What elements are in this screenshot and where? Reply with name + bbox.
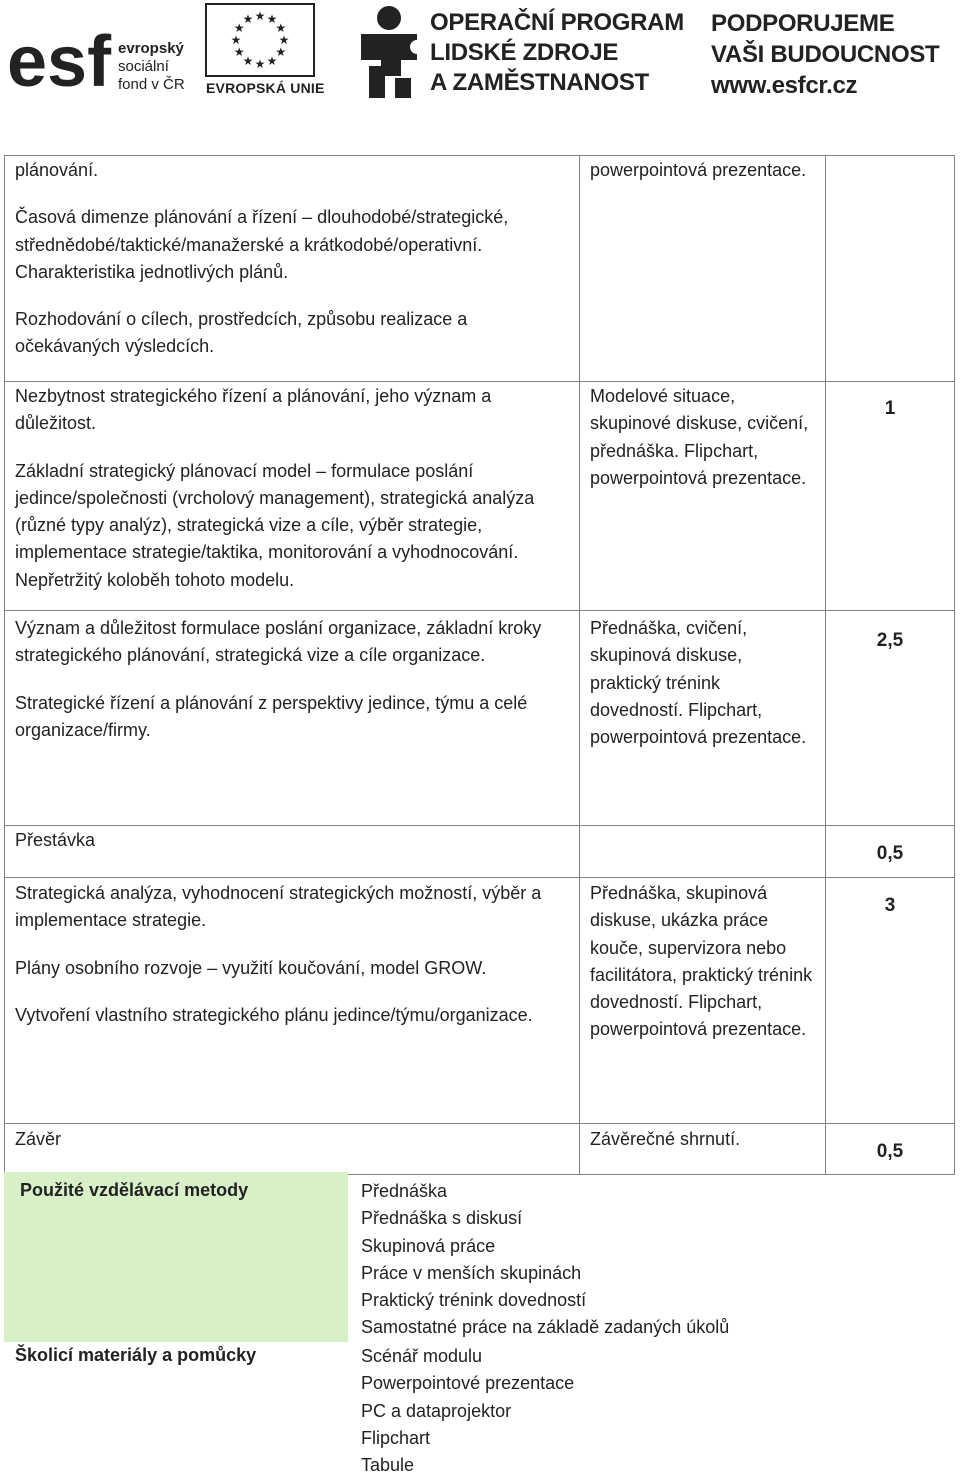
table-border-top xyxy=(4,155,955,156)
row-0-methods: powerpointová prezentace. xyxy=(590,160,807,180)
table-border-right xyxy=(954,155,955,1175)
row-4-para-2: Vytvoření vlastního strategického plánu jedince/týmu/organizace. xyxy=(15,1004,533,1025)
row-5-content: Závěr xyxy=(15,1129,62,1149)
row-4-para-0: Strategická analýza, vyhodnocení strategických možností, výběr a implementace strategie. xyxy=(15,883,542,931)
row-0-para-0: plánování. xyxy=(15,160,99,180)
support-url: www.esfcr.cz xyxy=(711,72,858,99)
row-2-content xyxy=(15,615,571,744)
methods-label: Použité vzdělávací metody xyxy=(20,1180,249,1200)
list-item: Tabule xyxy=(361,1455,415,1476)
row-1-hours: 1 xyxy=(884,398,896,419)
row-2-methods: Přednáška, cvičení, skupinová diskuse, praktický trénink dovedností. Flipchart, powerpointová prezentace. xyxy=(590,618,807,748)
eu-star-icon: ★ xyxy=(278,33,290,47)
eu-star-icon: ★ xyxy=(254,9,266,23)
support-line-2: VAŠI BUDOUCNOST xyxy=(711,41,940,68)
row-4-content xyxy=(15,880,571,1029)
list-item: Praktický trénink dovedností xyxy=(361,1290,587,1311)
row-divider xyxy=(4,877,955,878)
row-2-para-1: Strategické řízení a plánování z perspektivy jedince, týmu a celé organizace/firmy. xyxy=(15,692,528,740)
table-border-left xyxy=(4,155,5,1175)
list-item: Skupinová práce xyxy=(361,1235,496,1256)
eu-star-icon: ★ xyxy=(230,33,242,47)
esf-logo xyxy=(7,6,112,102)
list-item: PC a dataprojektor xyxy=(361,1400,512,1421)
list-item: Práce v menších skupinách xyxy=(361,1262,582,1283)
eu-star-icon: ★ xyxy=(266,53,278,68)
eu-star-icon: ★ xyxy=(275,21,287,35)
esf-name xyxy=(118,40,185,94)
row-2-para-0: Význam a důležitost formulace poslání organizace, základní kroky strategického plánování, strategická vize a cíle organizace. xyxy=(15,618,542,666)
header-logos xyxy=(0,0,960,104)
eu-label: EVROPSKÁ UNIE xyxy=(206,80,325,96)
program-line-1: OPERAČNÍ PROGRAM xyxy=(430,9,684,36)
methods-list xyxy=(361,1178,921,1342)
row-0-para-2: Rozhodování o cílech, prostředcích, způsobu realizace a očekávaných výsledcích. xyxy=(15,309,468,357)
row-1-content xyxy=(15,383,571,594)
list-item: Přednáška xyxy=(361,1181,448,1201)
esf-logo-text: esf xyxy=(7,22,112,102)
materials-label: Školicí materiály a pomůcky xyxy=(15,1345,257,1365)
column-divider xyxy=(579,155,580,1175)
esf-line-1: evropský xyxy=(118,40,184,57)
program-line-2: LIDSKÉ ZDROJE xyxy=(430,39,619,66)
eu-star-icon: ★ xyxy=(266,12,278,27)
row-4-methods: Přednáška, skupinová diskuse, ukázka práce kouče, supervizora nebo facilitátora, praktický trénink dovedností. Flipchart, powerpointová prezentace. xyxy=(590,883,813,1040)
eu-flag-icon xyxy=(205,3,315,77)
row-4-para-1: Plány osobního rozvoje – využití koučování, model GROW. xyxy=(15,957,487,978)
support-slogan xyxy=(711,8,939,101)
eu-star-icon: ★ xyxy=(275,45,287,59)
row-divider xyxy=(4,1123,955,1124)
row-1-methods: Modelové situace, skupinové diskuse, cvičení, přednáška. Flipchart, powerpointová prezentace. xyxy=(590,386,809,488)
row-5-methods: Závěrečné shrnutí. xyxy=(590,1129,741,1149)
program-name xyxy=(430,8,684,98)
list-item: Scénář modulu xyxy=(361,1346,483,1366)
row-1-para-0: Nezbytnost strategického řízení a plánování, jeho význam a důležitost. xyxy=(15,386,492,434)
list-item: Samostatné práce na základě zadaných úkolů xyxy=(361,1317,730,1338)
row-divider xyxy=(4,610,955,611)
row-3-hours: 0,5 xyxy=(876,843,904,864)
row-5-hours: 0,5 xyxy=(876,1141,904,1162)
eu-star-icon: ★ xyxy=(254,57,266,71)
program-line-3: A ZAMĚSTNANOST xyxy=(430,69,649,96)
row-2-hours: 2,5 xyxy=(876,630,904,651)
row-1-para-1: Základní strategický plánovací model – formulace poslání jedince/společnosti (vrcholový management), strategická analýza (různé typy analýz), strategická vize a cíle, výběr strategie, implementace strategie/taktika, monitorování a vyhodnocování. Nepřetržitý koloběh tohoto modelu. xyxy=(15,460,535,590)
materials-list xyxy=(361,1343,921,1479)
list-item: Powerpointové prezentace xyxy=(361,1373,575,1394)
row-divider xyxy=(4,825,955,826)
esf-line-3: fond v ČR xyxy=(118,76,185,93)
puzzle-figure-icon xyxy=(355,4,427,98)
list-item: Flipchart xyxy=(361,1427,431,1448)
list-item: Přednáška s diskusí xyxy=(361,1208,523,1229)
eu-star-icon: ★ xyxy=(242,53,254,68)
column-divider xyxy=(825,155,826,1175)
eu-star-icon: ★ xyxy=(242,12,254,27)
row-3-content: Přestávka xyxy=(15,830,96,850)
support-line-1: PODPORUJEME xyxy=(711,10,895,37)
row-0-content xyxy=(15,157,571,361)
row-0-para-1: Časová dimenze plánování a řízení – dlouhodobé/strategické, střednědobé/taktické/manažerské a krátkodobé/operativní. Charakteristika jednotlivých plánů. xyxy=(15,207,509,282)
row-divider xyxy=(4,381,955,382)
esf-line-2: sociální xyxy=(118,58,169,75)
row-4-hours: 3 xyxy=(884,895,896,916)
eu-star-icon: ★ xyxy=(233,45,245,59)
eu-star-icon: ★ xyxy=(233,21,245,35)
